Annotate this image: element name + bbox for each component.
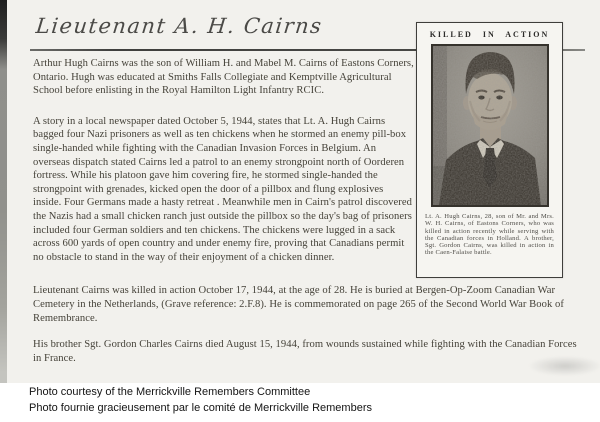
- paragraph-newspaper-story: A story in a local newspaper dated October 5, 1944, states that Lt. A. Hugh Cairns bagged four Nazi prisoners as well as ten chickens when he stormed an enemy pill-box single-handed while fighting with the Canadian Invasion Forces in Belgium. An overseas dispatch stated Cairns led a patrol to an enemy strongpoint north of Oorderen fortress. While his platoon gave him covering fire, he stormed single-handed the strongpoint with grenades, kicked open the door of a pillbox and flung explosives inside. Four Germans made a hasty retreat . Meanwhile men in Cairn's patrol discovered the Nazis had a small chicken ranch just outside the pillbox so the day's bag of prisoners included four German soldiers and ten chickens. The chickens were lugged in a sack across 600 yards of open country and under enemy fire, proving that Canadians permit no obstacle to stand in the way of their enjoyment of a chicken dinner.: [33, 115, 412, 263]
- photo-credit-french: Photo fournie gracieusement par le comité de Merrickville Remembers: [29, 402, 372, 414]
- photo-credit-english: Photo courtesy of the Merrickville Remembers Committee: [29, 386, 311, 398]
- photo-credit-band: [0, 383, 600, 422]
- paragraph-killed-in-action: Lieutenant Cairns was killed in action October 17, 1944, at the age of 28. He is buried at Bergen-Op-Zoom Canadian War Cemetery in the Netherlands, (Grave reference: 2.F.8). He is commemorated on page 265 of the Second World War Book of Remembrance.: [33, 285, 564, 324]
- portrait-photo-illustration: [433, 46, 547, 205]
- page-title: Lieutenant A. H. Cairns: [34, 14, 324, 38]
- clipping-header: KILLED IN ACTION: [429, 30, 550, 39]
- paragraph-brother: His brother Sgt. Gordon Charles Cairns died August 15, 1944, from wounds sustained while fighting with the Canadian Forces in France.: [33, 339, 577, 364]
- paragraph-biography: Arthur Hugh Cairns was the son of William H. and Mabel M. Cairns of Eastons Corners, Ontario. Hugh was educated at Smiths Falls Collegiate and Kemptville Agricultural School before enlisting in the Royal Hamilton Light Infantry RCIC.: [33, 58, 414, 97]
- scan-edge-artifact: [0, 0, 7, 384]
- clipping-caption: Lt. A. Hugh Cairns, 28, son of Mr. and Mrs. W. H. Cairns, of Eastons Corners, who was killed in action recently while serving with the Canadian forces in Holland. A brother, Sgt. Gordon Cairns, was killed in action in the Caen-Falaise battle.: [425, 213, 554, 257]
- newspaper-clipping-box: [416, 22, 563, 278]
- portrait-photo: [431, 44, 549, 207]
